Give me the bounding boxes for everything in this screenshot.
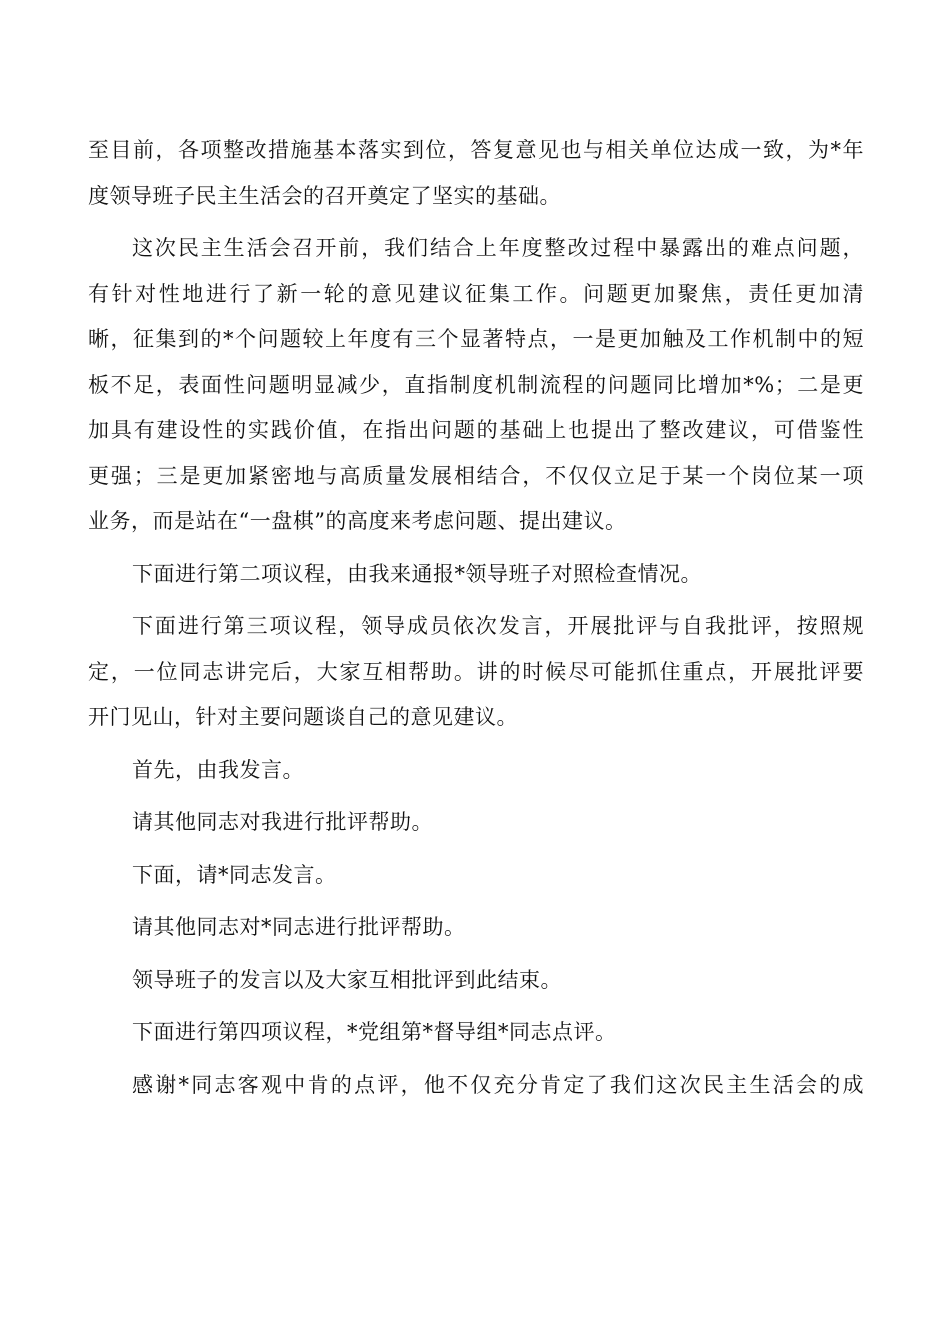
paragraph-7 <box>88 853 864 899</box>
paragraph-5 <box>88 748 864 794</box>
text-line: 业务，而是站在“一盘棋”的高度来考虑问题、提出建议。 <box>88 509 627 533</box>
text-line: 这次民主生活会召开前，我们结合上年度整改过程中暴露出的难点问题， <box>132 236 864 260</box>
paragraph-10 <box>88 1010 864 1056</box>
text-line: 首先，由我发言。 <box>132 757 304 782</box>
text-line: 板不足，表面性问题明显减少，直指制度机制流程的问题同比增加*%；二是更 <box>88 372 864 397</box>
text-line: 请其他同志对*同志进行批评帮助。 <box>132 915 466 939</box>
document-page <box>88 128 864 1108</box>
text-line: 至目前，各项整改措施基本落实到位，答复意见也与相关单位达成一致，为*年 <box>88 138 864 162</box>
paragraph-1 <box>88 128 864 219</box>
paragraph-9 <box>88 958 864 1004</box>
text-line: 晰，征集到的*个问题较上年度有三个显著特点，一是更加触及工作机制中的短 <box>88 327 864 351</box>
text-line: 领导班子的发言以及大家互相批评到此结束。 <box>132 967 562 992</box>
paragraph-11 <box>88 1063 864 1109</box>
text-line: 加具有建设性的实践价值，在指出问题的基础上也提出了整改建议，可借鉴性 <box>88 418 864 442</box>
text-line: 更强；三是更加紧密地与高质量发展相结合，不仅仅立足于某一个岗位某一项 <box>88 463 864 488</box>
text-line: 开门见山，针对主要问题谈自己的意见建议。 <box>88 705 518 729</box>
paragraph-3 <box>88 552 864 598</box>
text-line: 下面进行第三项议程，领导成员依次发言，开展批评与自我批评，按照规 <box>132 614 864 638</box>
text-line: 请其他同志对我进行批评帮助。 <box>132 810 433 834</box>
text-line: 有针对性地进行了新一轮的意见建议征集工作。问题更加聚焦，责任更加清 <box>88 281 864 306</box>
paragraph-8 <box>88 905 864 951</box>
paragraph-6 <box>88 800 864 846</box>
text-line: 感谢*同志客观中肯的点评，他不仅充分肯定了我们这次民主生活会的成 <box>132 1072 864 1097</box>
text-line: 下面进行第四项议程，*党组第*督导组*同志点评。 <box>132 1020 617 1044</box>
text-line: 下面进行第二项议程，由我来通报*领导班子对照检查情况。 <box>132 561 702 586</box>
text-line: 下面，请*同志发言。 <box>132 862 337 887</box>
paragraph-4 <box>88 604 864 741</box>
text-line: 定，一位同志讲完后，大家互相帮助。讲的时候尽可能抓住重点，开展批评要 <box>88 659 864 684</box>
text-line: 度领导班子民主生活会的召开奠定了坚实的基础。 <box>88 183 561 208</box>
paragraph-2 <box>88 226 864 545</box>
